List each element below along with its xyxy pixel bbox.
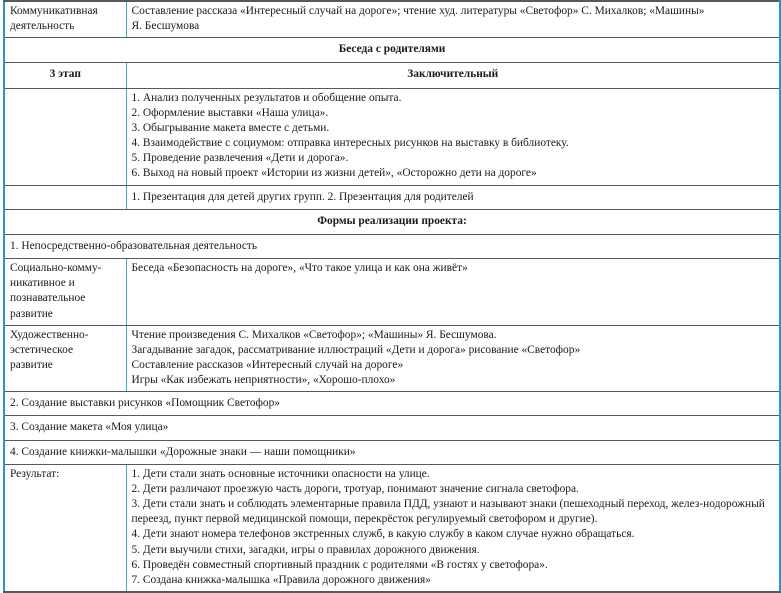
content-line: Игры «Как избежать неприятности», «Хорошо-плохо» — [131, 374, 396, 387]
row-street-model: 3. Создание макета «Моя улица» — [4, 416, 780, 440]
content-line: 1. Анализ полученных результатов и обобщение опыта. — [131, 91, 402, 104]
table-row — [4, 392, 780, 416]
label-line: Коммуникативная — [10, 5, 98, 17]
content-line: 2. Оформление выставки «Наша улица». — [131, 106, 329, 119]
row-drawing-exhibition: 2. Создание выставки рисунков «Помощник Светофор» — [4, 392, 780, 416]
label-line: Результат: — [10, 467, 60, 480]
row-content-stage-3-activities — [126, 88, 780, 185]
row-content-presentations: 1. Презентация для детей других групп. 2. Презентация для родителей — [126, 185, 780, 209]
project-plan-table — [3, 0, 781, 593]
content-line: Чтение произведения С. Михалков «Светофор»; «Машины» Я. Бесшумова. — [131, 328, 497, 341]
label-line: эстетическое — [10, 343, 74, 356]
content-line: 6. Выход на новый проект «Истории из жизни детей», «Осторожно дети на дороге» — [131, 167, 537, 180]
row-label-stage-3: 3 этап — [4, 63, 126, 88]
content-line: Я. Бесшумова — [131, 20, 200, 33]
content-line: 5. Дети выучили стихи, загадки, игры о правилах дорожного движения. — [131, 543, 480, 556]
label-line: познавательное — [10, 292, 86, 305]
table-row — [4, 464, 780, 592]
row-content-communicative-activity — [126, 1, 780, 38]
label-line: Социально-комму- — [10, 262, 102, 275]
row-content-stage-3: Заключительный — [126, 63, 780, 88]
row-mini-book: 4. Создание книжки-малышки «Дорожные знаки — наши помощники» — [4, 440, 780, 464]
content-line: 4. Дети знают номера телефонов экстренных служб, в какую службу в каком случае нужно обращаться. — [131, 528, 635, 541]
row-label-presentations — [4, 185, 126, 209]
table-row — [4, 38, 780, 63]
row-content-artistic-aesthetic — [126, 325, 780, 392]
table-row — [4, 1, 780, 38]
content-line: Составление рассказов «Интересный случай на дороге» — [131, 358, 404, 371]
content-line: 6. Проведён совместный спортивный праздник с родителями «В гостях у светофора». — [131, 558, 548, 571]
content-line: 7. Создана книжка-малышка «Правила дорожного движения» — [131, 573, 431, 586]
label-line: деятельность — [10, 20, 75, 33]
row-direct-educational-activity: 1. Непосредственно-образовательная деятельность — [4, 234, 780, 258]
content-line: 5. Проведение развлечения «Дети и дорога». — [131, 152, 349, 165]
content-line: Беседа «Безопасность на дороге», «Что такое улица и как она живёт» — [131, 262, 468, 275]
content-line: Загадывание загадок, рассматривание иллюстраций «Дети и дорога» рисование «Светофор» — [131, 343, 581, 356]
content-line: 2. Дети различают проезжую часть дороги, тротуар, понимают значение сигнала светофора. — [131, 482, 579, 495]
row-content-social-communicative — [126, 259, 780, 326]
table-row — [4, 88, 780, 185]
table-row — [4, 416, 780, 440]
label-line: никативное и — [10, 277, 75, 290]
row-heading-project-forms: Формы реализации проекта: — [4, 209, 780, 234]
table-row — [4, 259, 780, 326]
content-line: 3. Дети стали знать и соблюдать элементарные правила ПДД, узнают и называют знаки (пешеходный переход, желез-нодорожный переезд, пункт первой медицинской помощи, перекрёсток регулируемый светофором и другие). — [131, 498, 765, 526]
content-line: 4. Взаимодействие с социумом: отправка интересных рисунков на выставку в библиотеку. — [131, 137, 569, 150]
row-label-social-communicative — [4, 259, 126, 326]
label-line: развитие — [10, 307, 53, 320]
row-heading-parents-conversation: Беседа с родителями — [4, 38, 780, 63]
row-label-result — [4, 464, 126, 592]
table-row — [4, 63, 780, 88]
label-line: развитие — [10, 358, 53, 371]
content-line: 1. Дети стали знать основные источники опасности на улице. — [131, 467, 430, 480]
label-line: Художественно- — [10, 328, 89, 341]
table-row — [4, 185, 780, 209]
table-row — [4, 234, 780, 258]
table-row — [4, 440, 780, 464]
row-label-artistic-aesthetic — [4, 325, 126, 392]
content-line: 3. Обыгрывание макета вместе с детьми. — [131, 121, 330, 134]
row-label-stage-3-activities — [4, 88, 126, 185]
table-row — [4, 209, 780, 234]
content-line: Составление рассказа «Интересный случай на дороге»; чтение худ. литературы «Светофор» С. Михалков; «Машины» — [131, 5, 705, 17]
table-row — [4, 325, 780, 392]
row-label-communicative-activity — [4, 1, 126, 38]
table-body — [4, 1, 780, 592]
row-content-result — [126, 464, 780, 592]
